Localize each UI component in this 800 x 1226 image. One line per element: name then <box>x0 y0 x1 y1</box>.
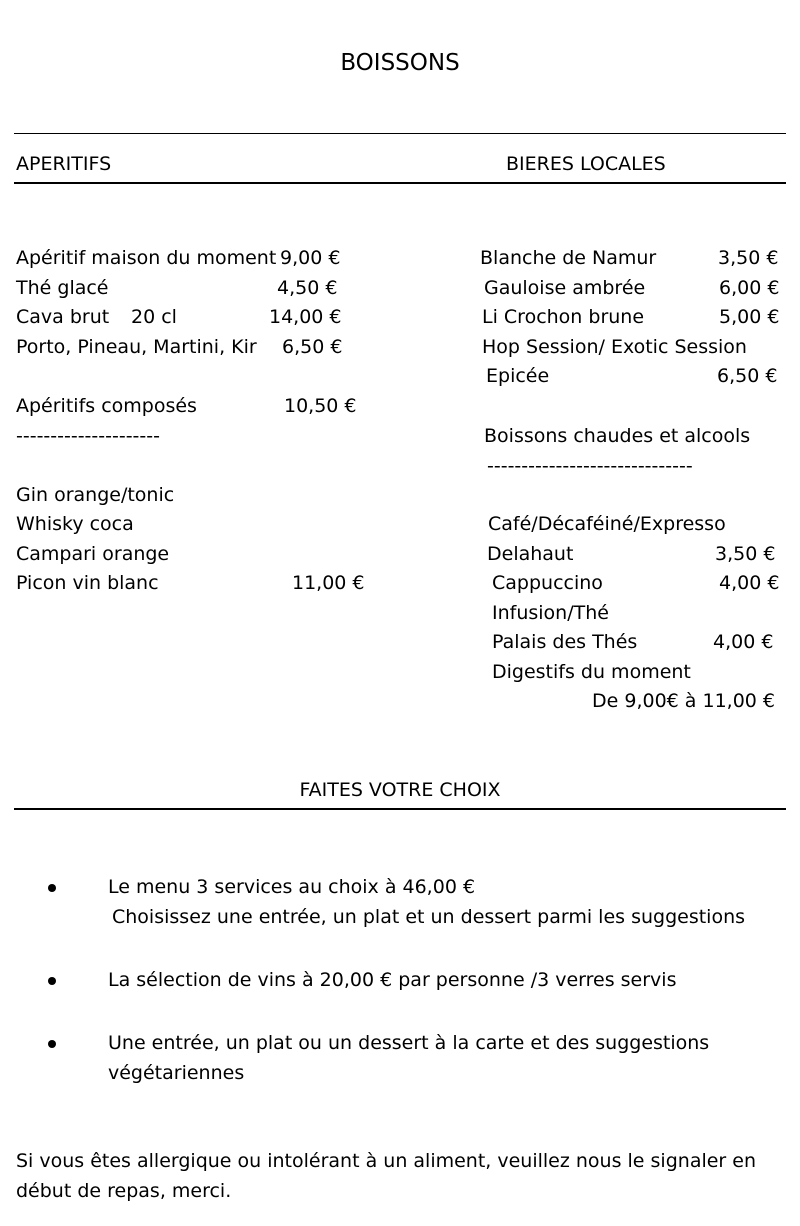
list-item: Infusion/Thé <box>492 602 609 624</box>
allergy-notice-line: Si vous êtes allergique ou intolérant à un aliment, veuillez nous le signaler en <box>16 1150 757 1172</box>
page-title: BOISSONS <box>340 50 460 76</box>
choix-line: La sélection de vins à 20,00 € par personne /3 verres servis <box>108 969 677 991</box>
menu-item-price: 4,50 € <box>277 277 338 299</box>
menu-item-price: 5,00 € <box>719 306 780 328</box>
choix-divider <box>14 808 786 810</box>
menu-item-name: Palais des Thés <box>492 631 638 653</box>
list-item: Gin orange/tonic <box>16 484 175 506</box>
chaudes-heading: Boissons chaudes et alcools <box>484 425 751 447</box>
section-divider <box>14 182 786 184</box>
menu-item-price: 6,50 € <box>717 365 778 387</box>
menu-item-name: Apéritif maison du moment <box>16 247 277 269</box>
menu-item-name: Hop Session/ Exotic Session <box>482 336 747 358</box>
chaudes-separator: ------------------------------ <box>487 455 693 477</box>
menu-item-name: Gauloise ambrée <box>484 277 646 299</box>
menu-item-name: Cappuccino <box>492 572 603 594</box>
menu-item-price: 3,50 € <box>718 247 779 269</box>
menu-item-price: 6,00 € <box>719 277 780 299</box>
menu-item-name: Thé glacé <box>16 277 109 299</box>
composes-name: Apéritifs composés <box>16 395 197 417</box>
menu-item-price: 4,00 € <box>719 572 780 594</box>
choix-line: Le menu 3 services au choix à 46,00 € <box>108 876 476 898</box>
allergy-notice-line: début de repas, merci. <box>16 1180 232 1202</box>
menu-item-price: 3,50 € <box>715 543 776 565</box>
title-divider <box>14 133 786 134</box>
menu-item-name: Li Crochon brune <box>482 306 645 328</box>
choix-line: Choisissez une entrée, un plat et un dessert parmi les suggestions <box>112 906 746 928</box>
menu-item-price: 4,00 € <box>713 631 774 653</box>
choix-line: Une entrée, un plat ou un dessert à la carte et des suggestions <box>108 1032 710 1054</box>
aperitifs-separator: --------------------- <box>16 425 160 447</box>
composes-price: 10,50 € <box>284 395 357 417</box>
menu-item-size: 20 cl <box>131 306 177 328</box>
bieres-heading: BIERES LOCALES <box>506 153 666 175</box>
bullet-icon <box>48 884 56 892</box>
menu-item-name: Cava brut <box>16 306 110 328</box>
list-item: Digestifs du moment <box>492 661 691 683</box>
list-item: Whisky coca <box>16 513 134 535</box>
menu-item-name: Blanche de Namur <box>480 247 657 269</box>
menu-item-price: 6,50 € <box>282 336 343 358</box>
menu-item-price: 9,00 € <box>280 247 341 269</box>
bullet-icon <box>48 1040 56 1048</box>
digestifs-price: De 9,00€ à 11,00 € <box>592 690 775 712</box>
choix-heading: FAITES VOTRE CHOIX <box>299 779 501 801</box>
list-item: Campari orange <box>16 543 170 565</box>
bullet-icon <box>48 977 56 985</box>
choix-line: végétariennes <box>108 1062 245 1084</box>
list-item: Café/Décaféiné/Expresso <box>488 513 726 535</box>
menu-item-name: Porto, Pineau, Martini, Kir <box>16 336 257 358</box>
menu-item-price: 14,00 € <box>269 306 342 328</box>
list-price: 11,00 € <box>292 572 365 594</box>
aperitifs-heading: APERITIFS <box>16 153 112 175</box>
list-item: Picon vin blanc <box>16 572 159 594</box>
menu-item-name: Epicée <box>486 365 550 387</box>
menu-item-name: Delahaut <box>487 543 574 565</box>
